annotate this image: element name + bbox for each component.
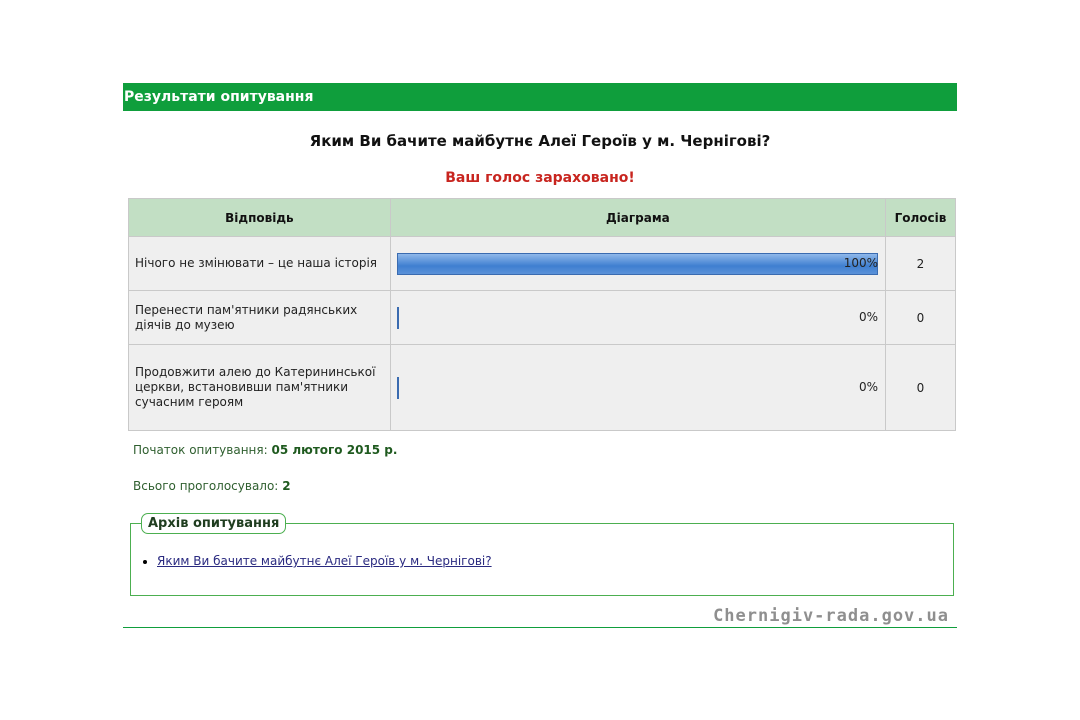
site-watermark: Chernigiv-rada.gov.ua: [713, 606, 949, 626]
diagram-cell: [390, 237, 885, 291]
column-diagram: Діаграма: [390, 199, 885, 237]
result-bar: [397, 253, 878, 275]
vote-status-message: Ваш голос зараховано!: [445, 170, 635, 186]
vote-count: 0: [886, 345, 956, 431]
poll-total: [133, 479, 957, 493]
footer: [123, 606, 957, 628]
vote-count: 2: [886, 237, 956, 291]
poll-start-date: 05 лютого 2015 р.: [271, 443, 398, 457]
answer-text: Нічого не змінювати – це наша історія: [129, 237, 391, 291]
archive-poll-link[interactable]: Яким Ви бачите майбутнє Алеї Героїв у м. Чернігові?: [157, 554, 492, 568]
percent-label: 0%: [858, 379, 878, 394]
table-row: [129, 345, 956, 431]
table-row: [129, 291, 956, 345]
answer-text: Продовжити алею до Катерининської церкви, встановивши пам'ятники сучасним героям: [129, 345, 391, 431]
vote-count: 0: [886, 291, 956, 345]
results-header-row: [129, 199, 956, 237]
diagram-cell: [390, 345, 885, 431]
results-table: [128, 198, 956, 431]
table-row: [129, 237, 956, 291]
archive-legend: Архів опитування: [141, 513, 286, 534]
poll-total-count: 2: [282, 479, 291, 493]
result-bar: [397, 307, 399, 329]
poll-results-panel: [123, 83, 957, 628]
poll-start: [133, 443, 957, 457]
poll-start-label: Початок опитування:: [133, 443, 268, 457]
diagram-cell: [390, 291, 885, 345]
column-votes: Голосів: [886, 199, 956, 237]
result-bar: [397, 377, 399, 399]
percent-label: 100%: [843, 255, 878, 270]
column-answer: Відповідь: [129, 199, 391, 237]
percent-label: 0%: [858, 309, 878, 324]
answer-text: Перенести пам'ятники радянських діячів до музею: [129, 291, 391, 345]
poll-question: Яким Ви бачите майбутнє Алеї Героїв у м. Чернігові?: [309, 132, 771, 150]
panel-title: Результати опитування: [123, 83, 957, 111]
poll-archive: [130, 513, 954, 596]
list-item: [157, 554, 953, 568]
archive-list: [131, 554, 953, 568]
poll-total-label: Всього проголосувало:: [133, 479, 279, 493]
